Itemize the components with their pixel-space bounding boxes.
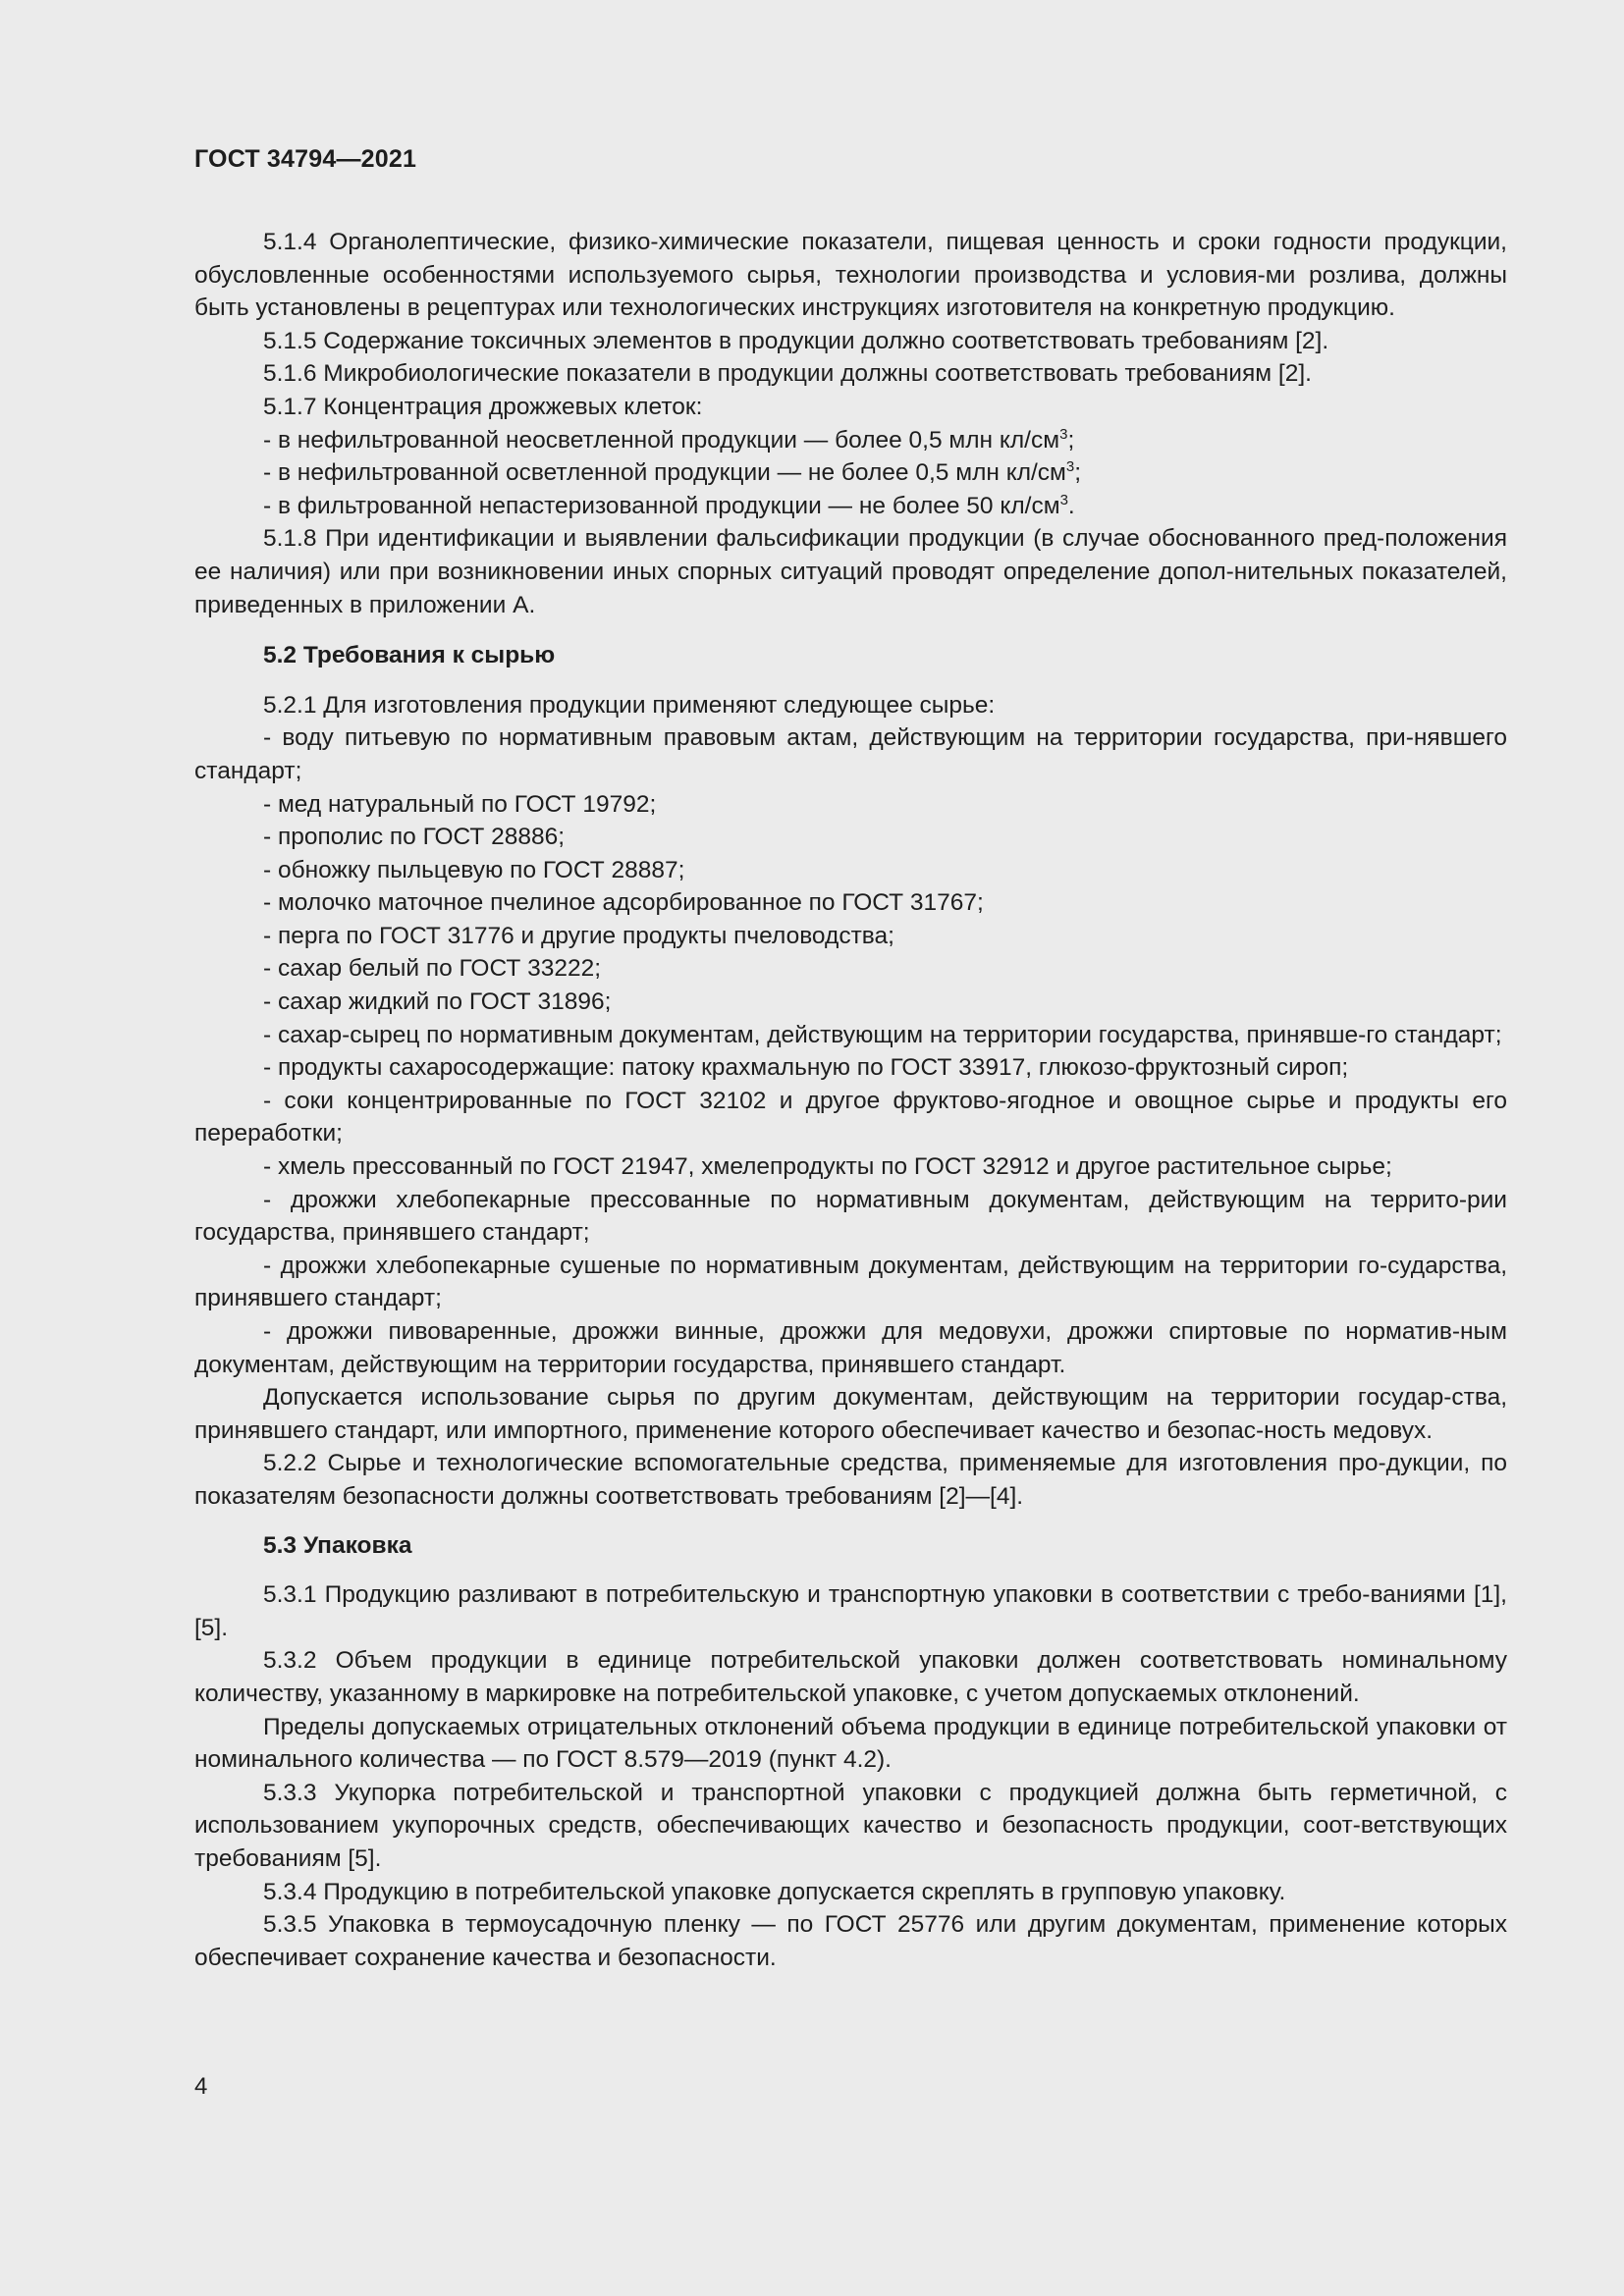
- yeast-item-3: [194, 490, 1507, 523]
- raw-material-item: - хмель прессованный по ГОСТ 21947, хмелепродукты по ГОСТ 32912 и другое растительное сырье;: [263, 1153, 1392, 1181]
- clause-alternative-raw-materials: Допускается использование сырья по другим документам, действующим на территории государ-ства, принявшего стандарт, или импортного, применение которого обеспечивает качество и безопас-ность медовух.: [194, 1384, 1507, 1444]
- clause-5-3-2: 5.3.2 Объем продукции в единице потребительской упаковки должен соответствовать номинальному количеству, указанному в маркировке на потребительской упаковке, с учетом допускаемых отклонений.: [194, 1647, 1507, 1707]
- raw-material-item: - сахар белый по ГОСТ 33222;: [263, 955, 602, 983]
- clause-5-1-7: 5.1.7 Концентрация дрожжевых клеток:: [263, 393, 703, 420]
- punctuation: ;: [1067, 426, 1075, 454]
- clause-5-1-4: 5.1.4 Органолептические, физико-химические показатели, пищевая ценность и сроки годности продукции, обусловленные особенностями используемого сырья, технологии производства и условия-ми розлива, должны быть установлены в рецептурах или технологических инструкциях изготовителя на конкретную продукцию.: [194, 229, 1507, 322]
- raw-material-item: - мед натуральный по ГОСТ 19792;: [263, 790, 657, 818]
- section-heading-5-2: 5.2 Требования к сырью: [263, 642, 556, 669]
- page-number: 4: [194, 2073, 208, 2100]
- yeast-item-1: [194, 424, 1507, 457]
- clause-5-3-4: 5.3.4 Продукцию в потребительской упаковке допускается скреплять в групповую упаковку.: [263, 1878, 1286, 1905]
- clause-5-1-8: 5.1.8 При идентификации и выявлении фальсификации продукции (в случае обоснованного пред-положения ее наличия) или при возникновении иных спорных ситуаций проводят определение допол-нительных показателей, приведенных в приложении А.: [194, 525, 1507, 618]
- punctuation: .: [1067, 492, 1075, 519]
- clause-5-1-6: 5.1.6 Микробиологические показатели в продукции должны соответствовать требованиям [2].: [263, 360, 1312, 388]
- clause-5-2-2: 5.2.2 Сырье и технологические вспомогательные средства, применяемые для изготовления про-дукции, по показателям безопасности должны соответствовать требованиям [2]—[4].: [194, 1450, 1507, 1510]
- raw-material-item: - дрожжи хлебопекарные прессованные по нормативным документам, действующим на террито-рии государства, принявшего стандарт;: [194, 1186, 1507, 1247]
- clause-5-3-1: 5.3.1 Продукцию разливают в потребительскую и транспортную упаковки в соответствии с требо-ваниями [1], [5].: [194, 1581, 1507, 1641]
- punctuation: ;: [1074, 459, 1082, 487]
- raw-material-item: - сахар-сырец по нормативным документам, действующим на территории государства, принявше-го стандарт;: [263, 1021, 1502, 1048]
- raw-material-item: - перга по ГОСТ 31776 и другие продукты пчеловодства;: [263, 922, 894, 949]
- clause-volume-tolerance: Пределы допускаемых отрицательных отклонений объема продукции в единице потребительской упаковки от номинального количества — по ГОСТ 8.579—2019 (пункт 4.2).: [194, 1713, 1507, 1774]
- raw-material-item: - дрожжи пивоваренные, дрожжи винные, дрожжи для медовухи, дрожжи спиртовые по норматив-ным документам, действующим на территории государства, принявшего стандарт.: [194, 1318, 1507, 1378]
- superscript-3: 3: [1059, 425, 1068, 443]
- raw-material-item: - воду питьевую по нормативным правовым актам, действующим на территории государства, при-нявшего стандарт;: [194, 724, 1507, 784]
- superscript-3: 3: [1059, 491, 1068, 508]
- document-body: [194, 226, 1507, 1974]
- raw-material-item: - прополис по ГОСТ 28886;: [263, 824, 566, 851]
- raw-material-item: - дрожжи хлебопекарные сушеные по нормативным документам, действующим на территории го-сударства, принявшего стандарт;: [194, 1252, 1507, 1312]
- clause-5-2-1: 5.2.1 Для изготовления продукции применяют следующее сырье:: [263, 691, 996, 719]
- raw-material-item: - продукты сахаросодержащие: патоку крахмальную по ГОСТ 33917, глюкозо-фруктозный сироп;: [263, 1054, 1349, 1082]
- raw-material-item: - соки концентрированные по ГОСТ 32102 и другое фруктово-ягодное и овощное сырье и продукты его переработки;: [194, 1087, 1507, 1148]
- raw-material-item: - молочко маточное пчелиное адсорбированное по ГОСТ 31767;: [263, 889, 984, 917]
- raw-material-item: - обножку пыльцевую по ГОСТ 28887;: [263, 856, 685, 883]
- section-heading-5-3: 5.3 Упаковка: [263, 1531, 412, 1559]
- yeast-item-3-text: - в фильтрованной непастеризованной продукции — не более 50 кл/см: [263, 492, 1060, 519]
- clause-5-3-5: 5.3.5 Упаковка в термоусадочную пленку — по ГОСТ 25776 или другим документам, применение которых обеспечивает сохранение качества и безопасности.: [194, 1911, 1507, 1971]
- raw-material-item: - сахар жидкий по ГОСТ 31896;: [263, 988, 612, 1016]
- yeast-item-1-text: - в нефильтрованной неосветленной продукции — более 0,5 млн кл/см: [263, 426, 1060, 454]
- superscript-3: 3: [1065, 458, 1075, 476]
- yeast-item-2: [194, 456, 1507, 490]
- yeast-item-2-text: - в нефильтрованной осветленной продукции — не более 0,5 млн кл/см: [263, 459, 1066, 487]
- clause-5-3-3: 5.3.3 Укупорка потребительской и транспортной упаковки с продукцией должна быть герметичной, с использованием укупорочных средств, обеспечивающих качество и безопасность продукции, соот-ветствующих требованиям [5].: [194, 1779, 1507, 1872]
- document-header-code: ГОСТ 34794—2021: [194, 145, 417, 173]
- clause-5-1-5: 5.1.5 Содержание токсичных элементов в продукции должно соответствовать требованиям [2].: [263, 327, 1329, 354]
